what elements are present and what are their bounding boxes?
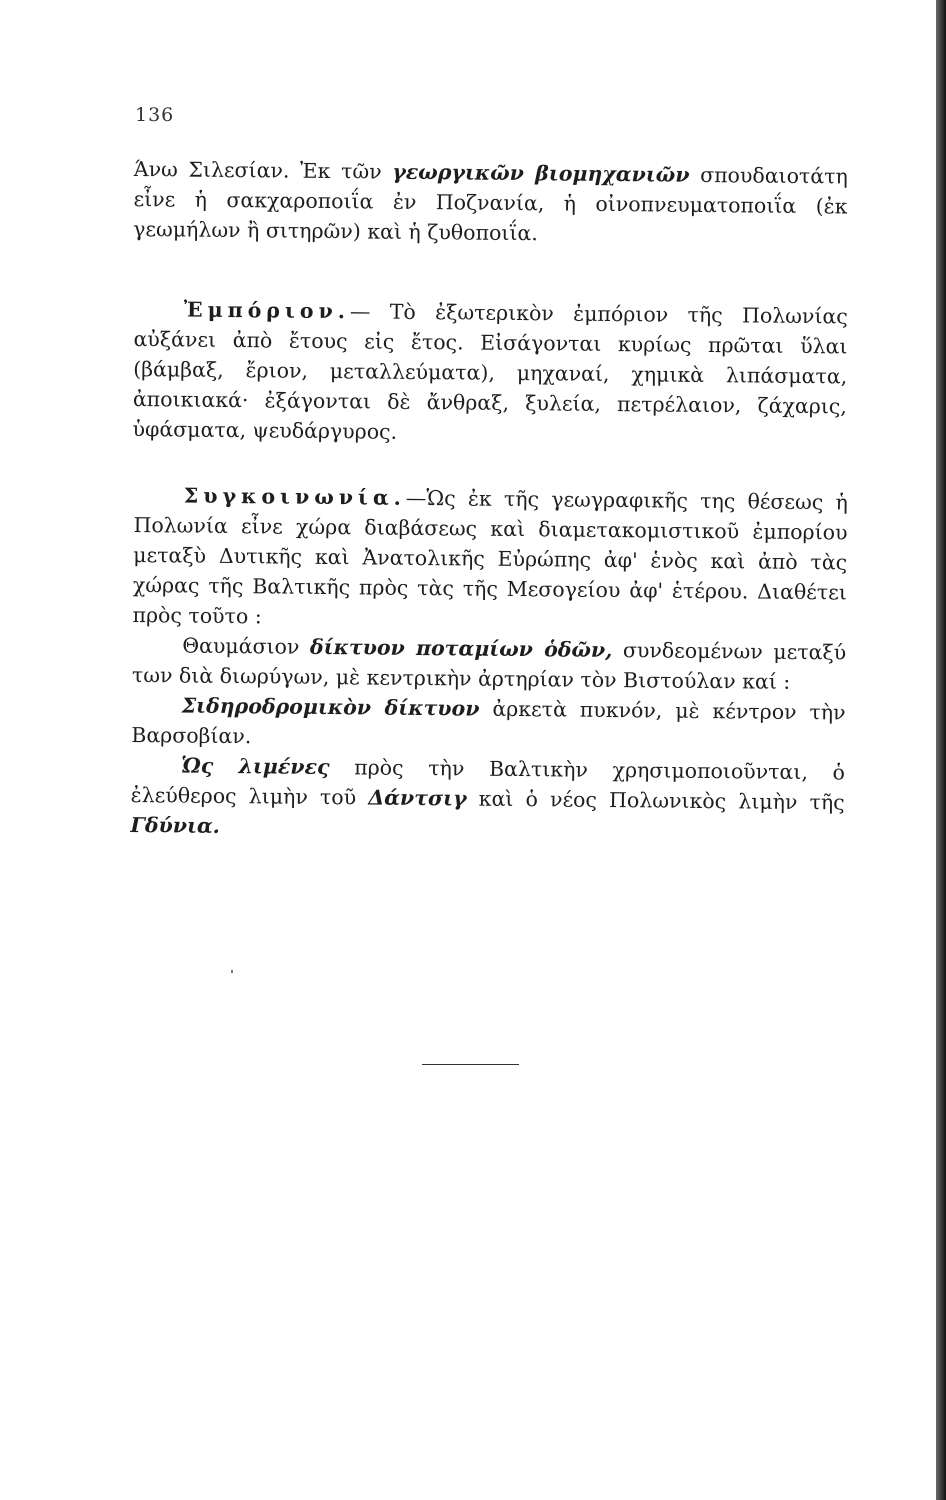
page-edge-shadow [936,0,946,1500]
text-run: καὶ ὁ νέος Πολωνικὸς λιμὴν τῆς [466,786,845,815]
text-run: ἀρκετὰ πυκνόν, μὲ κέντρον τὴν Βαρσοβίαν. [131,696,846,749]
text-run: Θαυμάσιον [182,633,311,659]
bold-term: γεωργικῶν βιομηχανιῶν [392,159,690,187]
text-run: συνδεομένων μεταξύ των διὰ διωρύγων, μὲ κεντρικὴν ἀρτηρίαν τὸν Βιστούλαν καί : [131,638,847,694]
bold-term: Γδύνια. [130,812,221,838]
text-run: Άνω Σιλεσίαν. Ἐκ τῶν [133,156,393,184]
text-run: —Ὡς ἐκ τῆς γεωγραφικῆς της θέσεως ἡ Πολωνία εἶνε χώρα διαβάσεως καὶ διαμετακομιστικοῦ ἐμπορίου μεταξὺ Δυτικῆς καὶ Ἀνατολικῆς Εὐρώπης ἀφ' ἑνὸς καὶ ἀπὸ τὰς χώρας τῆς Βαλτικῆς πρὸς τὰς τῆς Μεσογείου ἀφ' ἑτέρου. Διαθέτει πρὸς τοῦτο : [132,485,848,629]
paragraph-industry [133,154,848,251]
print-speck [231,970,233,973]
text-block-communication [130,480,848,847]
page-number: 136 [135,104,175,126]
paragraph-railway-network [131,690,846,757]
text-run: — Τὸ ἐξωτερικὸν ἐμπόριον τῆς Πολωνίας αὐξάνει ἀπὸ ἔτους εἰς ἔτος. Εἰσάγονται κυρίως πρῶται ὕλαι (βάμβαξ, ἔριον, μεταλλεύματα), μηχαναί, χημικὰ λιπάσματα, ἀποικιακά· ἐξάγονται δὲ ἄνθραξ, ξυλεία, πετρέλαιον, ζάχαρις, ὑφάσματα, ψευδάργυρος. [132,299,848,444]
section-heading-commerce: Ἐμπόριον. [183,297,351,324]
paragraph-ports [130,750,845,847]
section-heading-communication: Συγκοινωνία. [183,483,406,510]
text-run: πρὸς τὴν Βαλτικὴν χρησιμοποιοῦνται, ὁ ἐλεύθερος λιμὴν τοῦ [130,755,846,810]
text-block-industry [133,154,848,251]
text-block-commerce [132,294,848,451]
text-run: σπουδαιοτάτη εἶνε ἡ σακχαροποιΐα ἐν Ποζνανία, ἡ οἰνοπνευματοποιΐα (ἐκ γεωμήλων ἢ σιτηρῶν) καὶ ἡ ζυθοποιΐα. [133,162,848,246]
bold-term: δίκτυον ποταμίων ὁδῶν, [309,634,613,663]
paragraph-commerce [132,294,848,451]
paragraph-river-network [132,630,847,697]
bold-term: Ὡς λιμένες [180,753,330,780]
paragraph-communication [132,480,848,637]
bold-term: Σιδηροδρομικὸν δίκτυον [181,693,480,721]
end-rule [422,1064,519,1065]
bold-term: Δάντσιγ [368,785,467,811]
